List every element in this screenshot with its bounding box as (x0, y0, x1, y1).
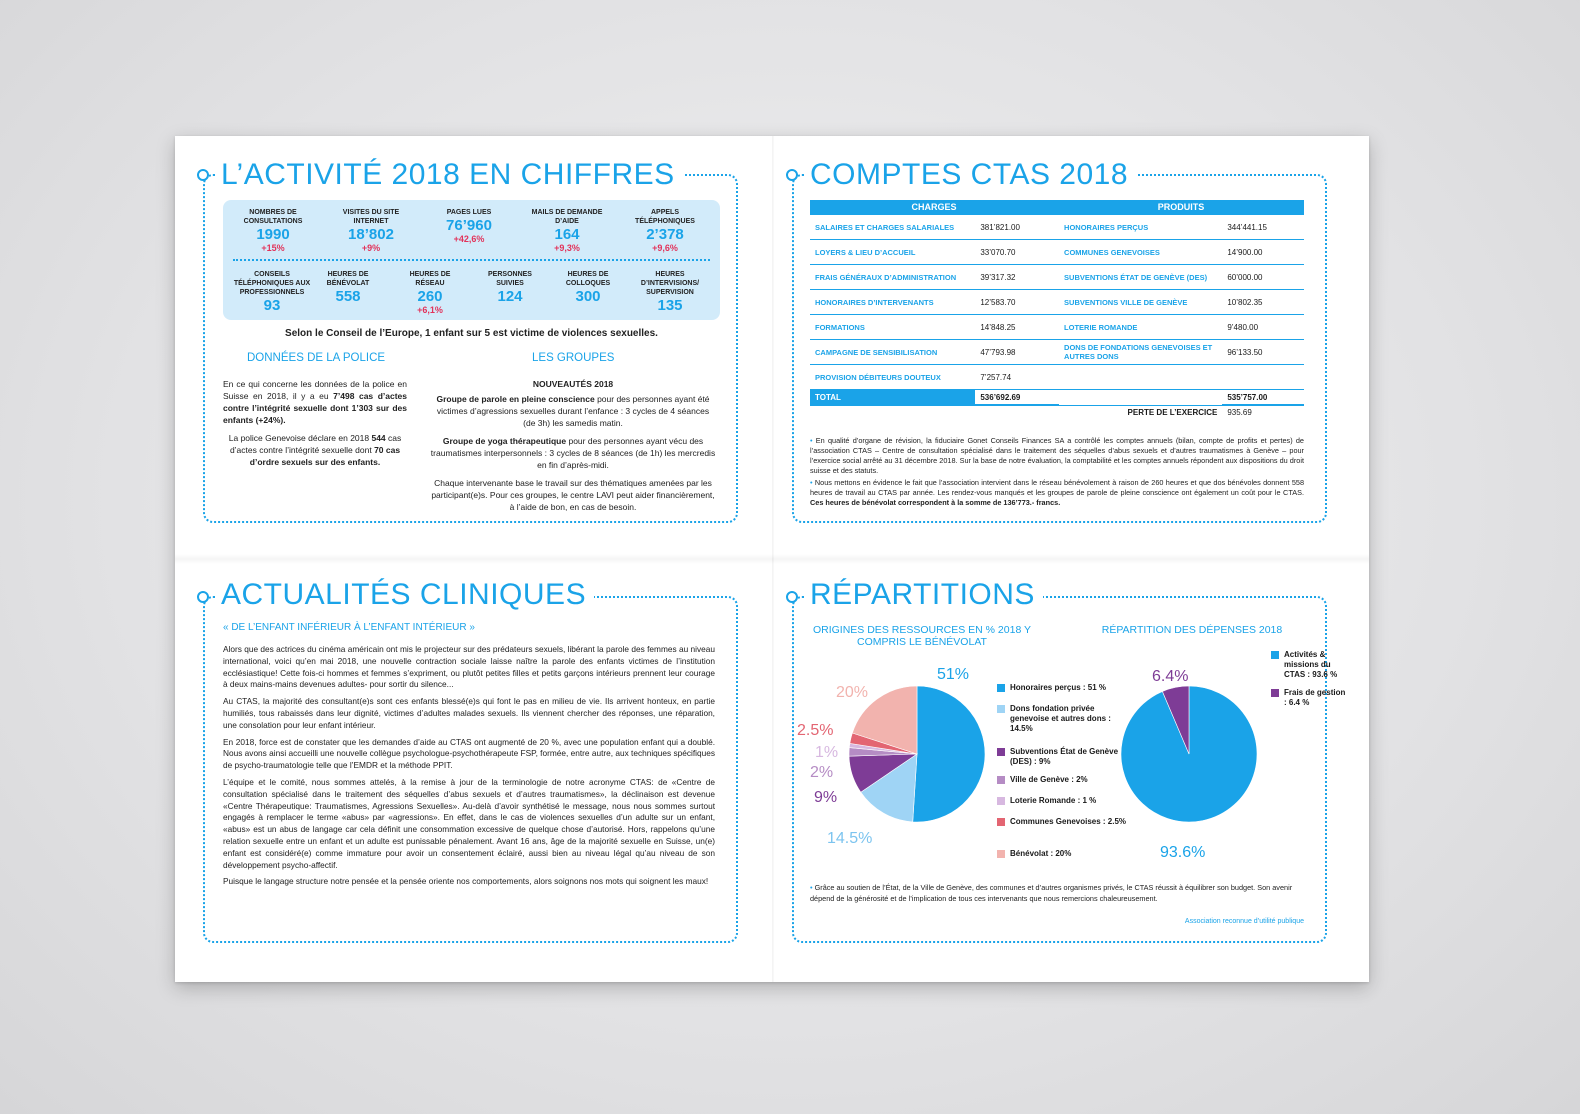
pie-value-label: 9% (814, 789, 838, 806)
legend-item (997, 775, 1130, 785)
charge-amount: 33’070.70 (975, 240, 1059, 265)
groups-text (430, 378, 716, 513)
legend-label: Ville de Genève : 2% (1010, 775, 1088, 784)
stat-pages-read: PAGES LUES 76’960 +42,6% (446, 209, 492, 244)
police-text (223, 378, 407, 468)
produit-label: HONORAIRES PERÇUS (1059, 215, 1222, 240)
legend-swatch (997, 818, 1005, 826)
legend-swatch (997, 748, 1005, 756)
stat-site-visits: VISITES DU SITE INTERNET 18’802 +9% (342, 209, 400, 253)
stat-phone-calls: APPELS TÉLÉPHONIQUES 2’378 +9,6% (635, 209, 695, 253)
stat-help-emails: MAILS DE DEMANDE D’AIDE 164 +9,3% (531, 209, 603, 253)
produit-label: COMMUNES GENEVOISES (1059, 240, 1222, 265)
resources-pie-chart (847, 684, 987, 824)
repartitions-tagline: Association reconnue d’utilité publique (1184, 918, 1304, 925)
legend-item (997, 747, 1130, 767)
legend-item (1271, 650, 1346, 680)
clinical-title: ACTUALITÉS CLINIQUES (215, 578, 594, 612)
produit-amount (1222, 365, 1304, 390)
legend-label: Communes Genevoises : 2.5% (1010, 817, 1127, 826)
stat-colloquium-hours: HEURES DE COLLOQUES 300 (565, 271, 611, 305)
charges-header: CHARGES (810, 200, 1058, 215)
produit-amount: 10’802.35 (1222, 290, 1304, 315)
stat-supervision-hours: HEURES D’INTERVISIONS/ SUPERVISION 135 (640, 271, 700, 314)
clinical-subtitle: « DE L’ENFANT INFÉRIEUR À L’ENFANT INTÉRIEUR » (223, 622, 475, 633)
group-1: Groupe de parole en pleine conscience pour des personnes ayant été victimes d’agressions sexuelles durant l’enfance : 3 cycles de 4 séances (de 3h) les samedis matin. (436, 394, 710, 428)
council-statement: Selon le Conseil de l’Europe, 1 enfant sur 5 est victime de violences sexuelles. (285, 328, 658, 339)
charge-label: FORMATIONS (810, 315, 975, 340)
clinical-bullet-icon (197, 591, 209, 603)
legend-label: Activités & missions du CTAS : 93.6 % (1284, 650, 1338, 679)
charge-amount: 7’257.74 (975, 365, 1059, 390)
produit-label: SUBVENTIONS ÉTAT DE GENÈVE (DES) (1059, 265, 1222, 290)
legend-item (997, 796, 1130, 806)
activity-bullet-icon (197, 169, 209, 181)
charge-label: HONORAIRES D’INTERVENANTS (810, 290, 975, 315)
produits-header: PRODUITS (1058, 200, 1304, 215)
pie-value-label: 20% (836, 684, 869, 701)
clinical-paragraph-4: L’équipe et le comité, nous sommes attelés, à la remise à jour de la terminologie de notre acronyme CTAS: de «Centre de consultation spécialisé dans le traitement des séquelles d’abus sexuels et d’autres traumatismes», la déclinaison est devenue «Centre Thérapeutique: Traumatismes, Agressions Sexuelles». Au-delà d’avoir synthétisé le message, nous nous sommes surtout engagés à remplacer le terme «abus» par «agressions». En effet, dans le cas de violences sexuelles d’un adulte sur un enfant, «abus» est un abus de langage car cela définit une consommation excessive de quelque chose d’autorisé. Hors, rappelons qu’une relation sexuelle entre un enfant et un adulte est punissable pénalement. Avant 16 ans, âge de la majorité sexuelle en Suisse, un(e) enfant est considéré(e) comme immature pour avoir un consentement éclairé, aussi bien au niveau légal qu’au niveau de son développement psycho-affectif. (223, 776, 715, 870)
stat-network-hours: HEURES DE RÉSEAU 260 +6,1% (409, 271, 451, 315)
groups-subheading: NOUVEAUTÉS 2018 (532, 379, 614, 389)
group-3: Chaque intervenante base le travail sur des thématiques amenées par les participant(e)s. Pour ces groupes, le centre LAVI peut aider financièrement, à l’aide de bon, en cas de besoin. (431, 478, 715, 512)
charge-label: CAMPAGNE DE SENSIBILISATION (810, 340, 975, 365)
clinical-paragraph-1: Alors que des actrices du cinéma américain ont mis le projecteur sur des prédateurs sexuels, libérant la parole des femmes au niveau international, voici qu’en mai 2018, une nouvelle contraction sociale laisse naître la parole des enfants victimes de l’institution ecclésiastique! Cette fois-ci hommes et femmes s’expriment, ou plutôt petites filles et petits garçons intérieurs prennent leur courage à deux mains-mains devenues adultes- pour sortir du silence... (223, 644, 715, 690)
legend-label: Bénévolat : 20% (1010, 849, 1072, 858)
legend-label: Honoraires perçus : 51 % (1010, 683, 1107, 692)
legend-label: Frais de gestion : 6.4 % (1284, 688, 1346, 707)
police-paragraph-1: En ce qui concerne les données de la police en Suisse en 2018, il y a eu 7’498 cas d’actes contre l’intégrité sexuelle dont 1’303 sur des enfants (+24%). (223, 379, 407, 425)
produit-amount: 14’900.00 (1222, 240, 1304, 265)
accounts-row (810, 265, 1304, 290)
total-label: TOTAL (810, 390, 975, 406)
pie-value-label: 93.6% (1160, 844, 1206, 861)
brochure-sheet (175, 136, 1369, 982)
activity-title: L’ACTIVITÉ 2018 EN CHIFFRES (215, 158, 683, 192)
pie-value-label: 2% (810, 764, 834, 781)
legend-label: Loterie Romande : 1 % (1010, 796, 1097, 805)
legend-swatch (997, 684, 1005, 692)
police-paragraph-2: La police Genevoise déclare en 2018 544 cas d’actes contre l’intégrité sexuelle dont 70 cas d’ordre sexuels sur des enfants. (228, 433, 402, 467)
charge-label: FRAIS GÉNÉRAUX D’ADMINISTRATION (810, 265, 975, 290)
legend-label: Dons fondation privée genevoise et autres dons : 14.5% (1010, 704, 1111, 733)
produit-amount: 9’480.00 (1222, 315, 1304, 340)
accounts-panel (772, 136, 1369, 554)
produit-label: DONS DE FONDATIONS GENEVOISES ET AUTRES DONS (1059, 340, 1222, 365)
stat-consultations: NOMBRES DE CONSULTATIONS 1990 +15% (243, 209, 303, 253)
horizontal-fold (175, 554, 1369, 564)
accounts-note-2: • Nous mettons en évidence le fait que l’association intervient dans le réseau bénévolement à raison de 260 heures et que dos bénévoles donnent 558 heures de travail au CTAS par année. Les rendez-vous manqués et les groupes de parole de pleine conscience ont également un coût pour le CTAS. Ces heures de bénévolat correspondent à la somme de 136’773.- francs. (810, 478, 1304, 507)
pie-value-label: 14.5% (827, 830, 873, 847)
chart-2-title: RÉPARTITION DES DÉPENSES 2018 (1101, 624, 1283, 636)
repartitions-bullet-icon (786, 591, 798, 603)
legend-item (997, 849, 1130, 859)
total-produits: 535’757.00 (1222, 390, 1304, 406)
expenses-pie-chart (1119, 684, 1259, 824)
charge-amount: 47’793.98 (975, 340, 1059, 365)
legend-swatch (997, 776, 1005, 784)
accounts-notes (810, 436, 1304, 508)
accounts-row (810, 315, 1304, 340)
stat-people-followed: PERSONNES SUIVIES 124 (488, 271, 532, 305)
produit-amount: 344’441.15 (1222, 215, 1304, 240)
repartitions-footnote: • Grâce au soutien de l’État, de la Ville de Genève, des communes et d’autres organismes privés, le CTAS réussit à équilibrer son budget. Son avenir dépend de la générosité et de l’implication de tous ces intervenants que nous remercions chaleureusement. (810, 883, 1293, 903)
accounts-row (810, 240, 1304, 265)
clinical-body (223, 644, 715, 888)
charge-amount: 12’583.70 (975, 290, 1059, 315)
stats-divider (233, 259, 710, 261)
accounts-bullet-icon (786, 169, 798, 181)
clinical-panel (175, 564, 772, 982)
accounts-total-row (810, 390, 1304, 406)
charge-label: SALAIRES ET CHARGES SALARIALES (810, 215, 975, 240)
legend-item (997, 683, 1130, 693)
charge-amount: 381’821.00 (975, 215, 1059, 240)
legend-item (1271, 688, 1346, 708)
legend-swatch (997, 797, 1005, 805)
groups-heading: LES GROUPES (532, 352, 615, 364)
repartitions-panel (772, 564, 1369, 982)
charge-amount: 39’317.32 (975, 265, 1059, 290)
clinical-paragraph-5: Puisque le langage structure notre pensée et la pensée oriente nos comportements, alors soignons nos mots qui soignent les maux! (223, 876, 709, 887)
police-heading: DONNÉES DE LA POLICE (247, 352, 386, 364)
pie-slice (913, 686, 985, 822)
accounts-loss-row (810, 405, 1304, 419)
produit-amount: 96’133.50 (1222, 340, 1304, 365)
produit-label: LOTERIE ROMANDE (1059, 315, 1222, 340)
accounts-row (810, 290, 1304, 315)
accounts-row (810, 215, 1304, 240)
legend-swatch (997, 705, 1005, 713)
legend-item (997, 704, 1130, 734)
repartitions-title: RÉPARTITIONS (804, 578, 1043, 612)
charge-label: PROVISION DÉBITEURS DOUTEUX (810, 365, 975, 390)
accounts-table (810, 215, 1304, 419)
legend-swatch (1271, 689, 1279, 697)
loss-label: PERTE DE L’EXERCICE (1127, 407, 1218, 417)
legend-swatch (1271, 651, 1279, 659)
produit-label (1059, 365, 1222, 390)
accounts-row (810, 340, 1304, 365)
activity-stats-box (223, 200, 720, 320)
legend-item (997, 817, 1130, 827)
legend-swatch (997, 850, 1005, 858)
charge-label: LOYERS & LIEU D’ACCUEIL (810, 240, 975, 265)
clinical-paragraph-3: En 2018, force est de constater que les demandes d’aide au CTAS ont augmenté de 20 %, avec une population enfant qui a doublé. Nous avons ainsi accueilli une nouvelle collègue psychologue-psychothérapeute FSP, formée, entre autre, aux techniques spécifiques de psycho-traumatologie telle que l’EMDR et la méthode PPIT. (223, 736, 715, 771)
total-charges: 536’692.69 (975, 390, 1059, 406)
pie-value-label: 2.5% (797, 722, 834, 739)
pie-value-label: 6.4% (1152, 668, 1189, 685)
pie-value-label: 51% (937, 666, 970, 683)
activity-panel (175, 136, 772, 554)
pie-value-label: 1% (815, 744, 839, 761)
legend-label: Subventions État de Genève (DES) : 9% (1010, 747, 1119, 766)
chart-1-title: ORIGINES DES RESSOURCES EN % 2018 Y COMPRIS LE BÉNÉVOLAT (812, 624, 1032, 648)
group-2: Groupe de yoga thérapeutique pour des personnes ayant vécu des traumatismes interpersonnels : 3 cycles de 8 séances (de 1h) les mercredis en fin d’après-midi. (430, 436, 716, 470)
stat-volunteer-hours: HEURES DE BÉNÉVOLAT 558 (326, 271, 370, 305)
produit-label: SUBVENTIONS VILLE DE GENÈVE (1059, 290, 1222, 315)
clinical-paragraph-2: Au CTAS, la majorité des consultant(e)s sont ces enfants blessé(e)s qui font le pas en milieu de vie. Ils arrivent honteux, en partie humiliés, tous rabaissés dans leur dignité, victimes d’adultes malades sexuels. Ils viennent chercher des réponses, une réparation, une consolation pour leur enfant intérieur. (223, 696, 715, 730)
stat-professional-advice: CONSEILS TÉLÉPHONIQUES AUX PROFESSIONNELS 93 (233, 271, 311, 314)
produit-amount: 60’000.00 (1222, 265, 1304, 290)
charge-amount: 14’848.25 (975, 315, 1059, 340)
accounts-note-1: • En qualité d’organe de révision, la fiduciaire Gonet Conseils Finances SA a contrôlé les comptes annuels (bilan, compte de profits et pertes) de l’association CTAS – Centre de consultation spécialisé dans le traitement des séquelles d’abus sexuels et d’autres traumatismes à Genève – pour l’exercice social arrêté au 31 décembre 2018. Sur la base de notre évaluation, la comptabilité et les comptes annuels répondent aux dispositions du droit suisse et des statuts. (810, 436, 1304, 475)
accounts-row (810, 365, 1304, 390)
loss-amount: 935.69 (1227, 408, 1252, 417)
accounts-title: COMPTES CTAS 2018 (804, 158, 1136, 192)
